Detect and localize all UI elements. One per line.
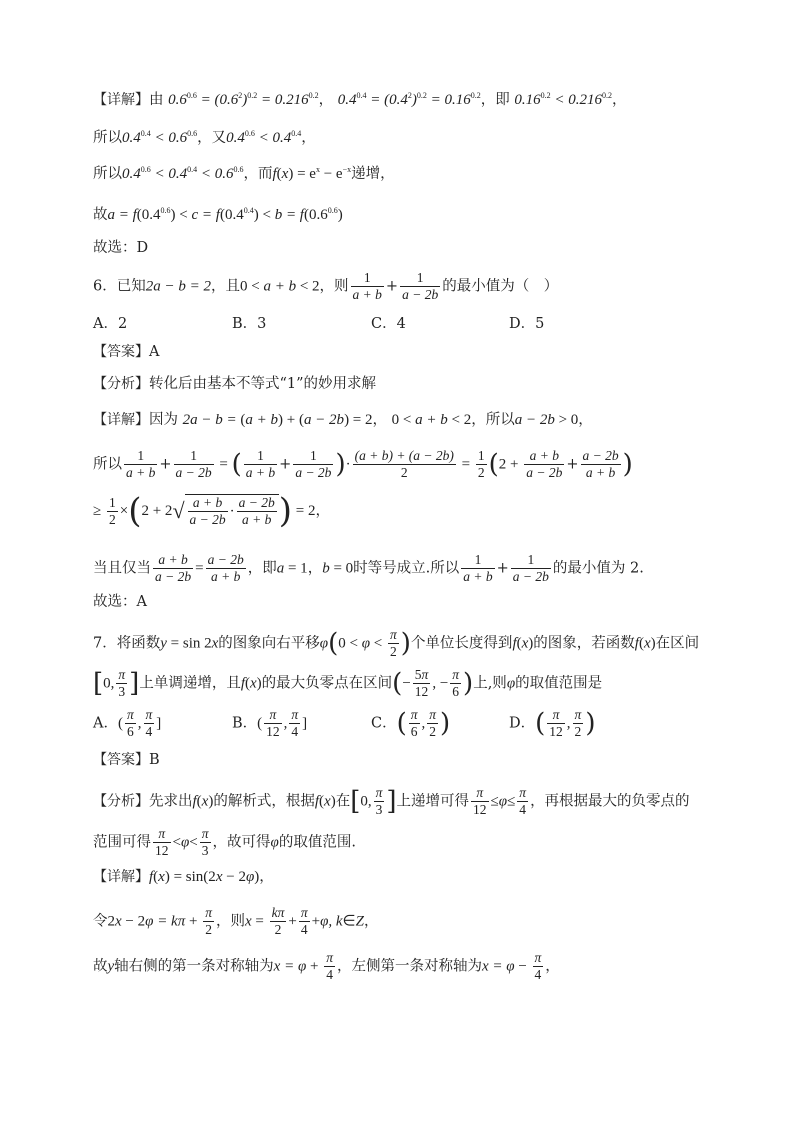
q6-option-d: D．5	[509, 316, 545, 332]
prev-choice: 故选：D	[93, 240, 149, 256]
q6-option-b: B．3	[232, 316, 267, 332]
q7-analysis-line-1: 【分析】先求出f(x)的解析式，根据f(x)在[0, $\frac{\pi}{3}$ ]上递增可得 $\frac{\pi}{12}$ ≤φ≤ $\frac{\pi}{4}$ ，再根据最大的负零点的	[93, 785, 690, 817]
q6-detail-line-3: ≥ $\frac{1}{2}$ ×(2 + 2√ $\frac{a + b}{a - 2b}$ · $\frac{a - 2b}{a + b}$ ) = 2，	[93, 491, 330, 531]
q7-detail-line-2: 令2x − 2φ = kπ + $\frac{\pi}{2}$ ，则x = $\frac{k\pi}{2}$ + $\frac{\pi}{4}$ +φ, k∈Z，	[93, 905, 379, 937]
q7-option-b: B．( $\frac{\pi}{12}$ , $\frac{\pi}{4}$ ]	[232, 707, 308, 739]
q6-stem: 6．已知2a − b = 2，且0 < a + b < 2，则 $\frac{1}{a + b}$ + $\frac{1}{a - 2b}$ 的最小值为（ ）	[93, 270, 559, 302]
q6-detail-line-4: 当且仅当 $\frac{a + b}{a - 2b}$ = $\frac{a - 2b}{a + b}$ ，即a = 1，b = 0时等号成立.所以 $\frac{1}{a + b}$ + $\frac{1}{a - 2b}$ 的最小值为 2.	[93, 552, 644, 584]
q7-stem-line-2: [0, $\frac{\pi}{3}$ ]上单调递增，且f(x)的最大负零点在区间(− $\frac{5\pi}{12}$ , − $\frac{\pi}{6}$ )上,则φ的取值范围是	[93, 667, 603, 699]
q7-analysis-line-2: 范围可得 $\frac{\pi}{12}$ <φ< $\frac{\pi}{3}$ ，故可得φ的取值范围.	[93, 826, 356, 858]
q7-option-c: C．( $\frac{\pi}{6}$ , $\frac{\pi}{2}$ )	[371, 707, 451, 739]
detail-tag: 【详解】	[93, 92, 149, 108]
q7-stem-line-1: 7．将函数y = sin 2x的图象向右平移φ(0 < φ < $\frac{\pi}{2}$ )个单位长度得到f(x)的图象，若函数f(x)在区间	[93, 627, 700, 659]
prev-detail-line-3: 所以$0.4^{0.6} < 0.4^{0.4} < 0.6^{0.6}$，而$f(x) = e^x - e^{-x}$递增，	[93, 165, 395, 182]
q6-answer: 【答案】A	[93, 344, 160, 360]
prev-detail-line-2: 所以$0.4^{0.4} < 0.6^{0.6}$，又$0.4^{0.6} < 0.4^{0.4}$，	[93, 129, 316, 146]
q6-detail-line-1: 【详解】因为 2a − b = (a + b) + (a − 2b) = 2， 0 < a + b < 2，所以a − 2b > 0，	[93, 412, 593, 428]
prev-detail-line-4: 故$a = f(0.4^{0.6}) < c = f(0.4^{0.4}) < b = f(0.6^{0.6})$	[93, 206, 343, 223]
q6-choice: 故选：A	[93, 594, 147, 610]
q7-answer: 【答案】B	[93, 752, 160, 768]
q6-detail-line-2: 所以 $\frac{1}{a + b}$ + $\frac{1}{a - 2b}$ = ( $\frac{1}{a + b}$ + $\frac{1}{a - 2b}$ )· $\frac{(a + b) + (a - 2b)}{2}$ = $\frac{1}{2}$ (2 + $\frac{a + b}{a - 2b}$ + $\frac{a - 2b}{a + b}$ )	[93, 448, 633, 480]
q7-option-d: D．( $\frac{\pi}{12}$ , $\frac{\pi}{2}$ )	[509, 707, 596, 739]
q7-detail-line-3: 故y轴右侧的第一条对称轴为x = φ + $\frac{\pi}{4}$ ，左侧第一条对称轴为x = φ − $\frac{\pi}{4}$ ，	[93, 950, 560, 982]
q7-detail-line-1: 【详解】f(x) = sin(2x − 2φ)，	[93, 869, 274, 885]
q6-option-a: A．2	[93, 316, 128, 332]
q6-option-c: C．4	[371, 316, 406, 332]
q6-analysis: 【分析】转化后由基本不等式“1”的妙用求解	[93, 376, 377, 392]
prev-detail-line-1: 【详解】由 $0.6^{0.6} = (0.6^2)^{0.2} = 0.216^{0.2}$， $0.4^{0.4} = (0.4^2)^{0.2} = 0.16^{0.2}$，即 $0.16^{0.2} < 0.216^{0.2}$，	[93, 91, 627, 108]
q7-option-a: A．( $\frac{\pi}{6}$ , $\frac{\pi}{4}$ ]	[93, 707, 162, 739]
